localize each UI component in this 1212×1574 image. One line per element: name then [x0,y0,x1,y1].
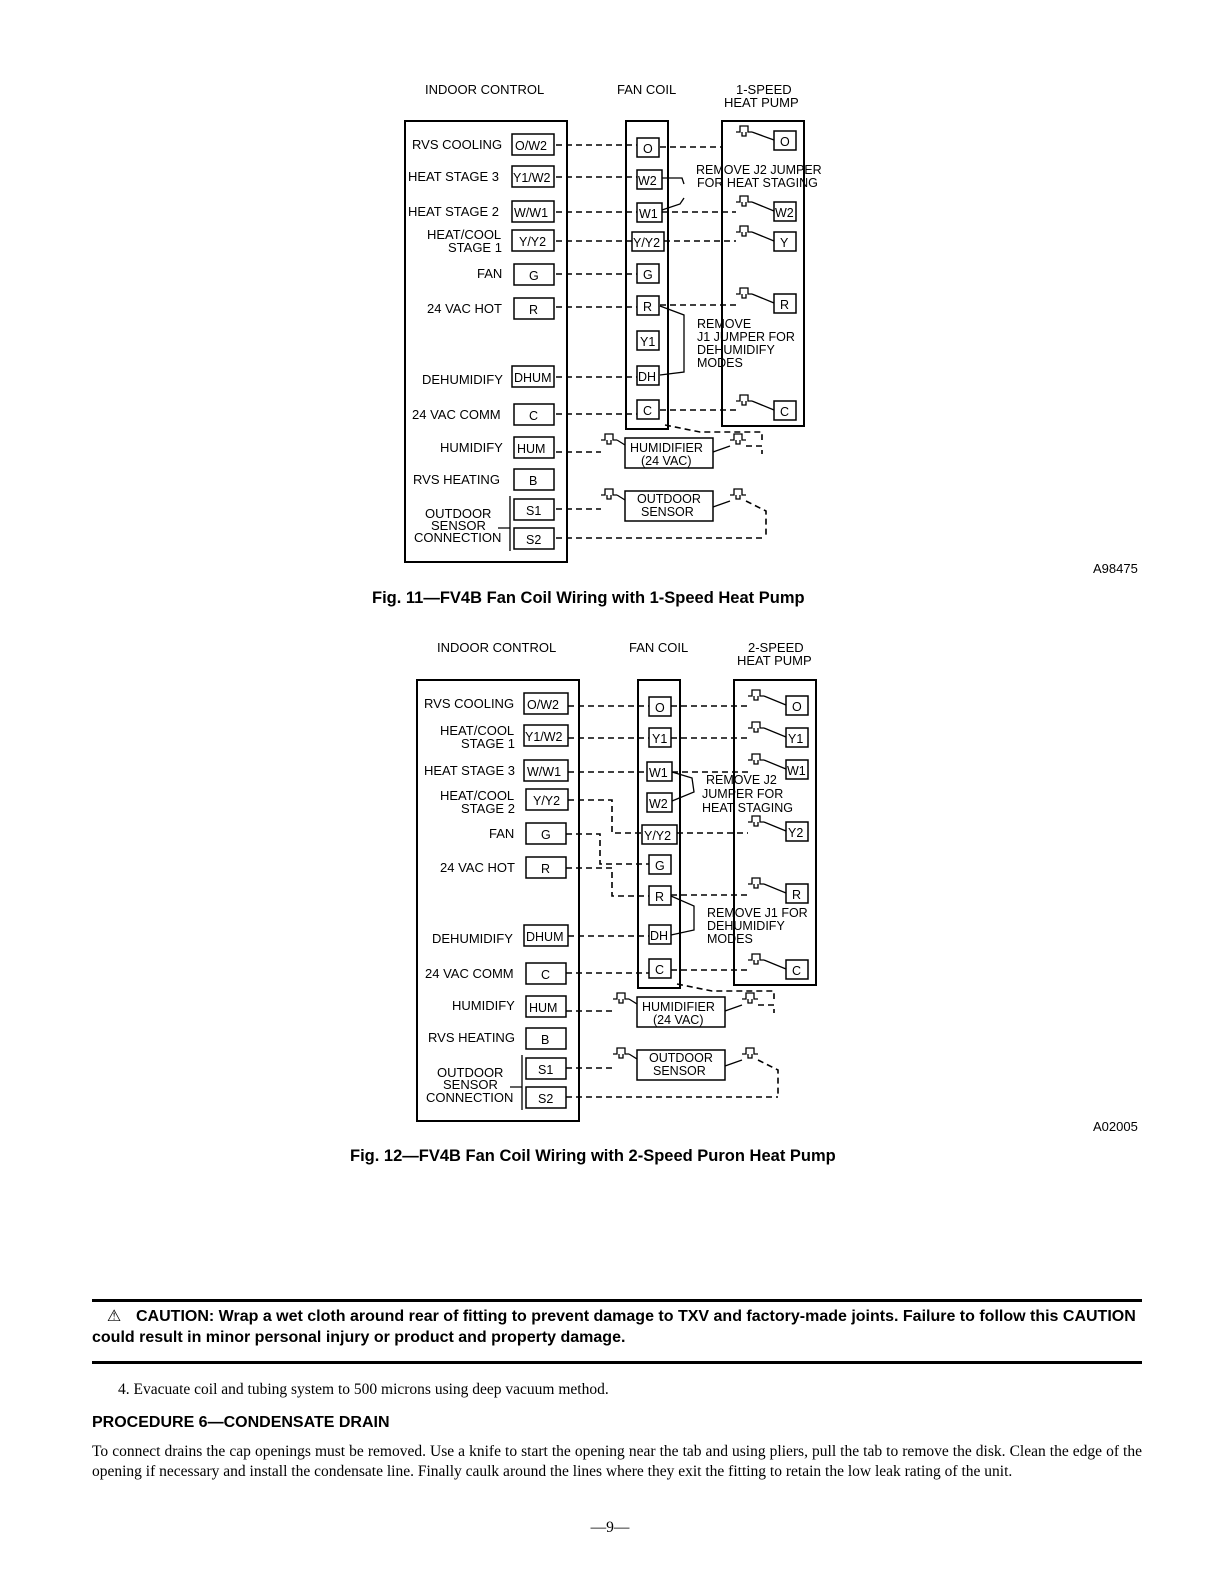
caution-box [92,1306,1142,1348]
fig11-note-j1-4: MODES [697,356,743,370]
fig11-term-s1: S1 [526,504,542,518]
fig12-note-j2-2: JUMPER FOR [702,787,784,801]
fig11-note-j2-2: FOR HEAT STAGING [697,176,818,190]
fig11-label-humidify: HUMIDIFY [440,440,503,455]
fig11-label-fan: FAN [477,266,503,281]
fig11-hp-o: O [780,135,790,149]
fig11-term-s2: S2 [526,533,542,547]
fig12-humidifier-1: HUMIDIFIER [642,1000,715,1014]
fig12-term-s2: S2 [538,1092,554,1106]
fig11-fc-dh: DH [638,370,657,384]
fig12-label-heatcool-1a: HEAT/COOL [440,723,515,738]
fig12-note-j2-1: REMOVE J2 [706,773,777,787]
fig12-note-j1-1: REMOVE J1 FOR [707,906,808,920]
fig11-term-b: B [529,474,538,488]
fig12-fc-r: R [655,890,665,904]
figure-12-diagram [417,640,1138,1134]
fig12-fc-yy2: Y/Y2 [644,829,672,843]
caution-top-rule [92,1299,1142,1302]
fig12-label-rvs-cooling: RVS COOLING [424,696,515,711]
fig12-note-j1-2: DEHUMIDIFY [707,919,785,933]
fig12-label-24vac-comm: 24 VAC COMM [425,966,514,981]
fig12-label-24vac-hot: 24 VAC HOT [440,860,515,875]
fig11-hp-y: Y [780,236,789,250]
fig12-header-hp-1: 2-SPEED [748,640,804,655]
fig11-term-g: G [529,269,539,283]
fig11-fc-w2: W2 [638,174,657,188]
fig11-humidifier-2: (24 VAC) [641,454,692,468]
fig12-sensor-2: SENSOR [653,1064,706,1078]
fig11-label-sensor: SENSOR [431,518,486,533]
fig12-fc-c: C [655,963,665,977]
caution-text: CAUTION: Wrap a wet cloth around rear of fitting to prevent damage to TXV and factory-made joints. Failure to follow this CAUTION could result in minor personal injury or product and property damage. [92,1308,1136,1346]
fig11-fc-yy2: Y/Y2 [633,236,661,250]
fig12-hp-o: O [792,700,802,714]
fig12-label-rvs-heating: RVS HEATING [428,1030,515,1045]
fig12-label-stage-1: STAGE 1 [461,736,515,751]
fig12-term-r: R [541,862,551,876]
figure-11-diagram [405,82,1138,576]
fig12-label-stage-2: STAGE 2 [461,801,515,816]
fig12-sensor-1: OUTDOOR [649,1051,713,1065]
fig12-term-s1: S1 [538,1063,554,1077]
fig11-fc-w1: W1 [639,207,658,221]
fig12-label-outdoor: OUTDOOR [437,1065,504,1080]
fig11-term-yy2: Y/Y2 [519,235,547,249]
fig11-label-rvs-heating: RVS HEATING [413,472,500,487]
step-4: 4. Evacuate coil and tubing system to 500 microns using deep vacuum method. [118,1381,609,1398]
fig11-label-rvs-cooling: RVS COOLING [412,137,503,152]
procedure-text: To connect drains the cap openings must be removed. Use a knife to start the opening near the tab and using pliers, pull the tab to remove the disk. Clean the edge of the opening if necessary and install the condensate line. Finally caulk around the lines where they exit the fitting to retain the low leak rating of the unit. [92,1443,1142,1480]
fig11-header-hp-1: 1-SPEED [736,82,792,97]
fig11-sensor-2: SENSOR [641,505,694,519]
fig11-term-dhum: DHUM [514,371,552,385]
fig12-hp-c: C [792,964,802,978]
fig12-fc-dh: DH [650,929,669,943]
fig12-caption: Fig. 12—FV4B Fan Coil Wiring with 2-Speed Puron Heat Pump [350,1147,836,1165]
fig12-note-j2-3: HEAT STAGING [702,801,793,815]
fig11-header-hp-2: HEAT PUMP [724,95,799,110]
fig11-label-stage-1: STAGE 1 [448,240,502,255]
fig12-fc-w1: W1 [649,766,668,780]
fig12-header-hp-2: HEAT PUMP [737,653,812,668]
fig11-term-c: C [529,409,539,423]
fig11-note-j1-1: REMOVE [697,317,752,331]
fig11-caption: Fig. 11—FV4B Fan Coil Wiring with 1-Speed Heat Pump [372,589,805,607]
fig11-note-j2-1: REMOVE J2 JUMPER [696,163,822,177]
fig12-label-sensor: SENSOR [443,1077,498,1092]
fig12-label-connection: CONNECTION [426,1090,514,1105]
fig12-term-dhum: DHUM [526,930,564,944]
fig12-label-heatcool-2a: HEAT/COOL [440,788,515,803]
fig11-label-24vac-hot: 24 VAC HOT [427,301,502,316]
fig11-label-24vac-comm: 24 VAC COMM [412,407,501,422]
fig12-header-indoor: INDOOR CONTROL [437,640,557,655]
fig12-label-heat-stage-3: HEAT STAGE 3 [424,763,516,778]
fig11-sensor-1: OUTDOOR [637,492,701,506]
fig12-fc-g: G [655,859,665,873]
procedure-heading: PROCEDURE 6—CONDENSATE DRAIN [92,1414,390,1431]
fig12-humidifier-2: (24 VAC) [653,1013,704,1027]
fig11-fc-g: G [643,268,653,282]
fig12-term-y1w2: Y1/W2 [525,730,563,744]
fig11-label-heat-stage-2: HEAT STAGE 2 [408,204,500,219]
fig12-term-c: C [541,968,551,982]
fig11-label-outdoor: OUTDOOR [425,506,492,521]
fig12-fc-y1: Y1 [652,732,668,746]
fig12-term-g: G [541,828,551,842]
fig11-term-ww1: W/W1 [514,206,549,220]
fig12-hp-y2: Y2 [788,826,804,840]
fig12-term-yy2: Y/Y2 [533,794,561,808]
fig11-fc-r: R [643,300,653,314]
fig12-id: A02005 [1093,1119,1138,1134]
fig12-header-fancoil: FAN COIL [629,640,689,655]
fig11-label-heatcool-1: HEAT/COOL [427,227,502,242]
fig11-note-j1-3: DEHUMIDIFY [697,343,775,357]
fig12-term-b: B [541,1033,550,1047]
page-number: —9— [590,1519,630,1536]
fig12-hp-w1: W1 [787,764,806,778]
fig11-note-j1-2: J1 JUMPER FOR [697,330,795,344]
fig12-term-hum: HUM [529,1001,558,1015]
fig11-hp-w2: W2 [775,206,794,220]
fig11-term-r: R [529,303,539,317]
fig12-fc-w2: W2 [649,797,668,811]
fig11-header-fancoil: FAN COIL [617,82,677,97]
fig11-label-connection: CONNECTION [414,530,502,545]
fig11-fc-o: O [643,142,653,156]
fig12-label-fan: FAN [489,826,515,841]
fig11-fc-c: C [643,404,653,418]
fig11-id: A98475 [1093,561,1138,576]
fig11-humidifier-1: HUMIDIFIER [630,441,703,455]
fig12-term-ww1: W/W1 [527,765,562,779]
fig11-header-indoor: INDOOR CONTROL [425,82,545,97]
fig11-term-y1w2: Y1/W2 [513,171,551,185]
fig11-term-hum: HUM [517,442,546,456]
caution-bottom-rule [92,1361,1142,1364]
fig12-hp-y1: Y1 [788,732,804,746]
warning-icon: ⚠ [106,1308,122,1325]
fig12-note-j1-3: MODES [707,932,753,946]
fig12-fc-o: O [655,701,665,715]
fig12-label-humidify: HUMIDIFY [452,998,515,1013]
fig11-hp-r: R [780,298,790,312]
fig11-label-dehumidify: DEHUMIDIFY [422,372,503,387]
fig11-term-ow2: O/W2 [515,139,547,153]
fig12-term-ow2: O/W2 [527,698,559,712]
fig12-label-dehumidify: DEHUMIDIFY [432,931,513,946]
fig11-hp-c: C [780,405,790,419]
fig11-label-heat-stage-3: HEAT STAGE 3 [408,169,500,184]
fig12-hp-r: R [792,888,802,902]
fig11-fc-y1: Y1 [640,335,656,349]
